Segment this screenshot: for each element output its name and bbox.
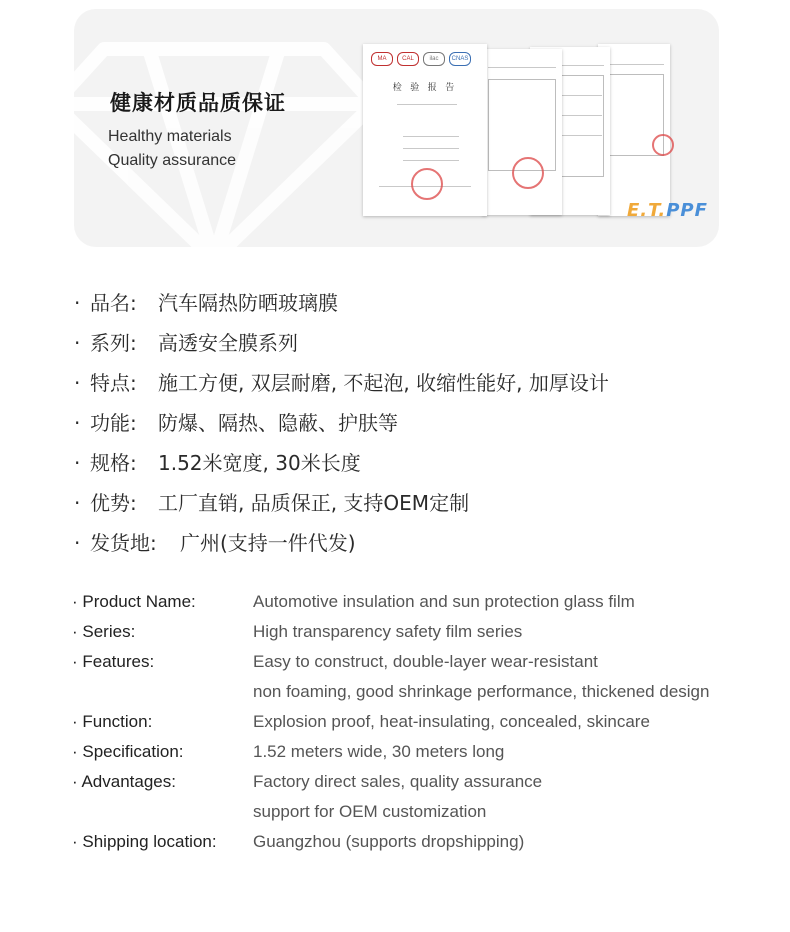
spec-en-label: · Function: <box>72 712 153 731</box>
spec-en-label: · Advantages: <box>72 772 176 791</box>
spec-cn-label: 功能: <box>90 411 137 435</box>
spec-cn-value: 1.52米宽度, 30米长度 <box>158 451 361 475</box>
quality-banner <box>74 9 719 247</box>
spec-cn-value: 施工方便, 双层耐磨, 不起泡, 收缩性能好, 加厚设计 <box>158 371 609 395</box>
certificate-page-2 <box>482 49 562 215</box>
certification-logos <box>371 52 471 66</box>
spec-en-value: Guangzhou (supports dropshipping) <box>253 832 525 851</box>
report-title: 检 验 报 告 <box>392 82 458 92</box>
spec-cn-label: 系列: <box>90 331 137 355</box>
spec-en-value: non foaming, good shrinkage performance, thickened design <box>253 682 710 701</box>
spec-cn-row: · 优势: 工厂直销, 品质保正, 支持OEM定制 <box>74 487 469 516</box>
spec-cn-row: · 功能: 防爆、隔热、隐蔽、护肤等 <box>74 407 398 436</box>
red-seal <box>411 168 443 200</box>
spec-cn-label: 优势: <box>90 491 137 515</box>
spec-cn-row: · 品名: 汽车隔热防晒玻璃膜 <box>74 287 338 316</box>
spec-cn-value: 防爆、隔热、隐蔽、护肤等 <box>158 411 398 435</box>
spec-en-label: · Product Name: <box>72 592 196 611</box>
banner-title: 健康材质品质保证 <box>110 91 286 115</box>
logo-ilac: ilac <box>423 52 445 66</box>
spec-en-label: · Specification: <box>72 742 184 761</box>
inspection-report <box>363 44 487 216</box>
spec-cn-row: · 发货地: 广州(支持一件代发) <box>74 527 356 556</box>
spec-cn-label: 规格: <box>90 451 137 475</box>
spec-cn-value: 汽车隔热防晒玻璃膜 <box>158 291 338 315</box>
spec-en-value: 1.52 meters wide, 30 meters long <box>253 742 505 761</box>
spec-cn-row: · 规格: 1.52米宽度, 30米长度 <box>74 447 361 476</box>
banner-subtitle-line1: Healthy materials <box>108 128 232 145</box>
spec-cn-label: 发货地: <box>90 531 157 555</box>
spec-cn-value: 高透安全膜系列 <box>158 331 298 355</box>
spec-cn-row: · 特点: 施工方便, 双层耐磨, 不起泡, 收缩性能好, 加厚设计 <box>74 367 609 396</box>
spec-en-value: Automotive insulation and sun protection glass film <box>253 592 635 611</box>
spec-cn-label: 特点: <box>90 371 137 395</box>
spec-en-value: support for OEM customization <box>253 802 487 821</box>
spec-en-label: · Series: <box>72 622 136 641</box>
logo-cal: CAL <box>397 52 419 66</box>
spec-cn-row: · 系列: 高透安全膜系列 <box>74 327 298 356</box>
spec-cn-value: 广州(支持一件代发) <box>180 531 356 555</box>
spec-cn-value: 工厂直销, 品质保正, 支持OEM定制 <box>158 491 470 515</box>
spec-en-value: Explosion proof, heat-insulating, concealed, skincare <box>253 712 650 731</box>
brand-logo: E.T.PPF <box>627 200 708 221</box>
spec-en-label: · Shipping location: <box>72 832 217 851</box>
spec-en-value: Factory direct sales, quality assurance <box>253 772 543 791</box>
spec-cn-label: 品名: <box>90 291 137 315</box>
spec-en-value: Easy to construct, double-layer wear-resistant <box>253 652 598 671</box>
banner-subtitle-line2: Quality assurance <box>108 152 237 169</box>
logo-cnas: CNAS <box>449 52 471 66</box>
spec-en-label: · Features: <box>72 652 155 671</box>
logo-ma: MA <box>371 52 393 66</box>
spec-en-value: High transparency safety film series <box>253 622 523 641</box>
